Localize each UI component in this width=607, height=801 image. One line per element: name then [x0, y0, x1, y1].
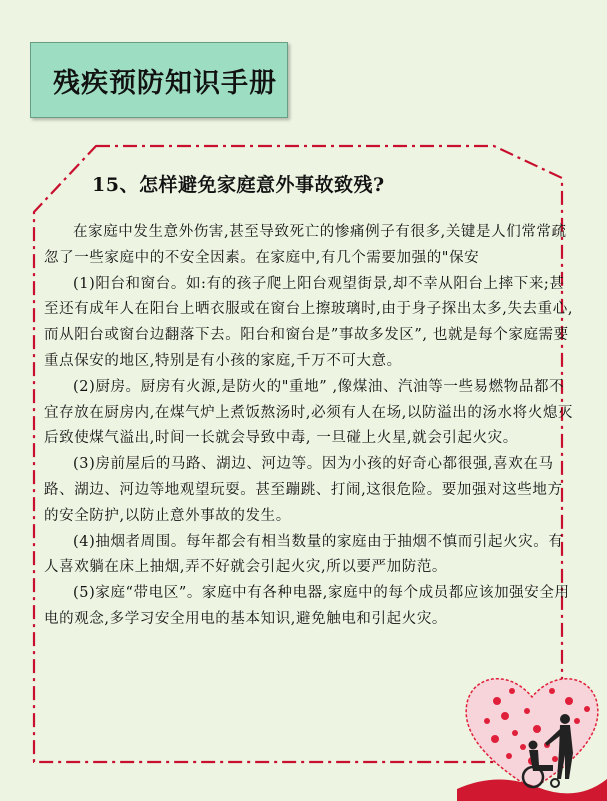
article-body: [44, 220, 574, 633]
intro-paragraph: 在家庭中发生意外伤害,甚至导致死亡的惨痛例子有很多,关键是人们常常疏忽了一些家庭中的不安全因素。在家庭中,有几个需要加强的"保安: [44, 224, 567, 266]
item-electric: (5)家庭“带电区”。家庭中有各种电器,家庭中的每个成员都应该加强安全用电的观念,多学习安全用电的基本知识,避免触电和引起火灾。: [44, 585, 570, 627]
item-roads-lakes: (3)房前屋后的马路、湖边、河边等。因为小孩的好奇心都很强,喜欢在马路、湖边、河边等地观望玩耍。甚至蹦跳、打闹,这很危险。要加强对这些地方的安全防护,以防止意外事故的发生。: [44, 456, 563, 524]
page-title: 残疾预防知识手册: [53, 67, 277, 99]
item-balcony: (1)阳台和窗台。如:有的孩子爬上阳台观望街景,却不幸从阳台上摔下来;甚至还有成年人在阳台上晒衣服或在窗台上擦玻璃时,由于身子探出太多,失去重心,而从阳台或窗台边翻落下去。阳台和窗台是”事故多发区”, 也就是每个家庭需要重点保安的地区,特别是有小孩的家庭,千万不可大意。: [44, 275, 574, 369]
section-heading: 15、怎样避免家庭意外事故致残?: [92, 174, 385, 196]
item-kitchen: (2)厨房。厨房有火源,是防火的"重地” ,像煤油、汽油等一些易燃物品都不宜存放在厨房内,在煤气炉上煮饭熬汤时,必须有人在场,以防溢出的汤水将火熄灭后致使煤气溢出,时间一长就会导致中毒, 一旦碰上火星,就会引起火灾。: [44, 378, 574, 447]
heart-wheelchair-illustration: [457, 661, 607, 801]
item-smokers: (4)抽烟者周围。每年都会有相当数量的家庭由于抽烟不慎而引起火灾。有人喜欢躺在床上抽烟,弄不好就会引起火灾,所以要严加防范。: [44, 533, 564, 576]
